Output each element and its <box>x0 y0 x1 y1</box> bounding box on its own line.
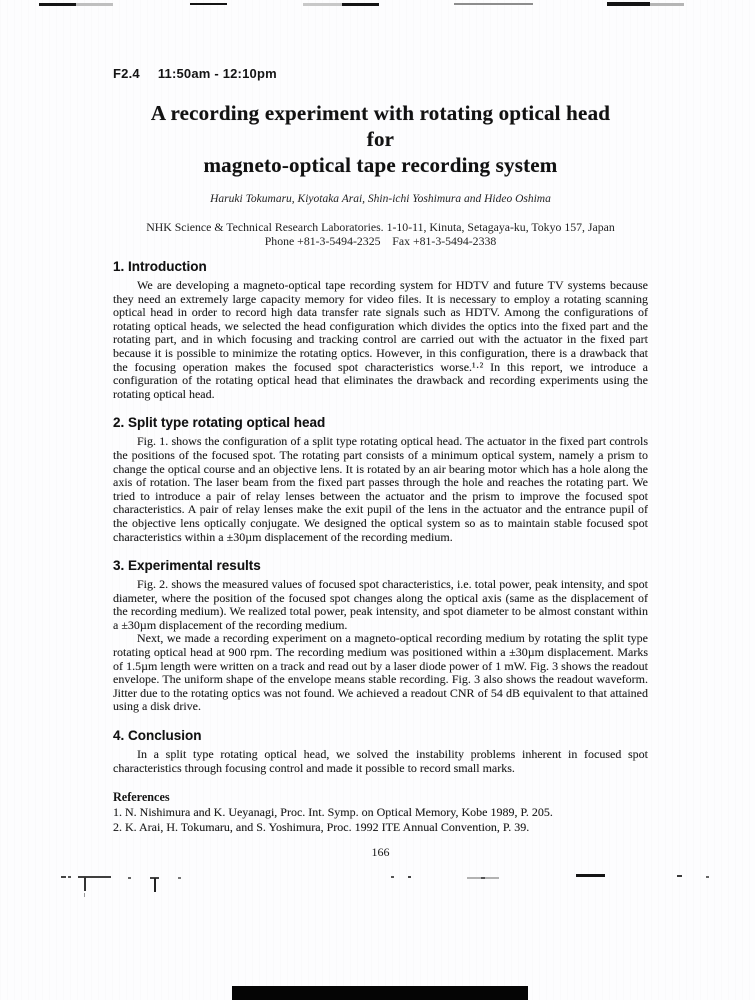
page-number: 166 <box>371 845 390 860</box>
session-header <box>113 66 648 81</box>
scan-mark <box>178 877 181 879</box>
scan-mark <box>84 877 86 891</box>
section-heading-introduction: 1. Introduction <box>113 259 207 274</box>
paper-title-line3: magneto-optical tape recording system <box>203 153 558 177</box>
session-time: 11:50am - 12:10pm <box>157 66 277 81</box>
scan-mark <box>481 877 485 879</box>
paper-content <box>113 66 648 860</box>
scan-mark <box>68 876 71 878</box>
section-experimental-results <box>113 558 648 714</box>
scan-mark <box>154 878 156 892</box>
affiliation-contact: Phone +81-3-5494-2325 Fax +81-3-5494-2338 <box>264 234 497 248</box>
scan-mark <box>706 876 709 878</box>
section-conclusion <box>113 728 648 775</box>
scan-mark <box>342 3 379 6</box>
experimental-results-paragraph-1: Fig. 2. shows the measured values of focused spot characteristics, i.e. total power, peak intensity, and spot diameter, where the position of the focused spot changes along the optical axis (same as the displacement of the recording medium). We realized total power, peak intensity, and spot diameter to be almost constant within a ±30µm displacement of the recording medium. <box>113 577 648 632</box>
references-block <box>113 790 648 834</box>
split-type-head-paragraph: Fig. 1. shows the configuration of a split type rotating optical head. The actuator in the fixed part controls the positions of the focused spot. The rotating part consists of a minimum optical system, namely a prism to change the optical course and an objective lens. It is rotated by an air bearing motor which has a hole along the axis of rotation. The laser beam from the fixed part passes through the hole and reaches the rotating part. We tried to introduce a pair of relay lenses between the actuator and the prism to improve the focused spot characteristics. A pair of relay lenses make the exit pupil of the lens in the actuator and the entrance pupil of the objective lens optically conjugate. We designed the optical system so as to maintain stable focused spot characteristics within a ±30µm displacement of the recording medium. <box>113 434 648 544</box>
section-split-type-head <box>113 415 648 544</box>
paper-title-line1: A recording experiment with rotating optical head <box>150 101 611 125</box>
paper-title <box>113 100 648 178</box>
scan-mark <box>61 876 66 878</box>
section-heading-experimental-results: 3. Experimental results <box>113 558 261 574</box>
scan-mark <box>677 875 682 877</box>
introduction-paragraph: We are developing a magneto-optical tape recording system for HDTV and future TV systems because they need an extremely large capacity memory for video files. It is necessary to employ a rotating scanning optical head in order to record high data transfer rate signals such as HDTV. Among the configurations of rotating optical heads, we selected the head configuration which divides the optics into the fixed part and the rotating part, and in which focusing and tracking control are carried out with the actuator in the fixed part because it is possible to minimize the rotating optics. However, in this configuration, there is a drawback that the focusing operation makes the focused spot characteristics worse.¹·² In this report, we introduce a configuration of the rotating optical head that eliminates the drawback and recording experiments using the rotating optical head. <box>113 278 648 401</box>
section-heading-conclusion: 4. Conclusion <box>113 728 202 744</box>
scan-mark <box>39 3 76 6</box>
scan-mark <box>576 874 605 877</box>
reference-item-2: 2. K. Arai, H. Tokumaru, and S. Yoshimura, Proc. 1992 ITE Annual Convention, P. 39. <box>113 819 530 834</box>
scan-edge-bar <box>232 986 528 1000</box>
scan-mark <box>84 893 85 897</box>
section-introduction <box>113 259 648 401</box>
scan-mark <box>408 876 411 878</box>
scan-mark <box>128 877 131 879</box>
scan-mark <box>190 3 227 5</box>
authors-line: Haruki Tokumaru, Kiyotaka Arai, Shin-ichi Yoshimura and Hideo Oshima <box>210 193 551 205</box>
references-heading: References <box>113 790 170 805</box>
experimental-results-paragraph-2: Next, we made a recording experiment on a magneto-optical recording medium by rotating the split type rotating optical head at 900 rpm. The recording medium was positioned within a ±30µm displacement. Marks of 1.5µm length were written on a track and read out by a laser diode power of 1 mW. Fig. 3 shows the readout envelope. The uniform shape of the envelope means stable recording. Fig. 3 also shows the readout waveform. Jitter due to the rotating optics was not found. We achieved a readout CNR of 54 dB equivalent to that attained using a disk drive. <box>113 631 648 714</box>
scan-mark <box>303 3 342 6</box>
conclusion-paragraph: In a split type rotating optical head, we solved the instability problems inherent in focused spot characteristics through focusing control and made it possible to record small marks. <box>113 747 648 775</box>
affiliation-block <box>113 220 648 248</box>
reference-item-1: 1. N. Nishimura and K. Ueyanagi, Proc. Int. Symp. on Optical Memory, Kobe 1989, P. 205. <box>113 805 553 820</box>
scan-mark <box>607 2 650 6</box>
scan-mark <box>454 3 533 5</box>
scan-mark <box>78 876 111 878</box>
scan-mark <box>76 3 113 6</box>
session-code: F2.4 <box>113 66 140 81</box>
section-heading-split-type-head: 2. Split type rotating optical head <box>113 415 326 431</box>
scan-mark <box>391 876 394 878</box>
scan-mark <box>650 3 684 6</box>
paper-title-line2: for <box>366 127 395 151</box>
affiliation-address: NHK Science & Technical Research Laboratories. 1-10-11, Kinuta, Setagaya-ku, Tokyo 157, Japan <box>146 220 615 234</box>
